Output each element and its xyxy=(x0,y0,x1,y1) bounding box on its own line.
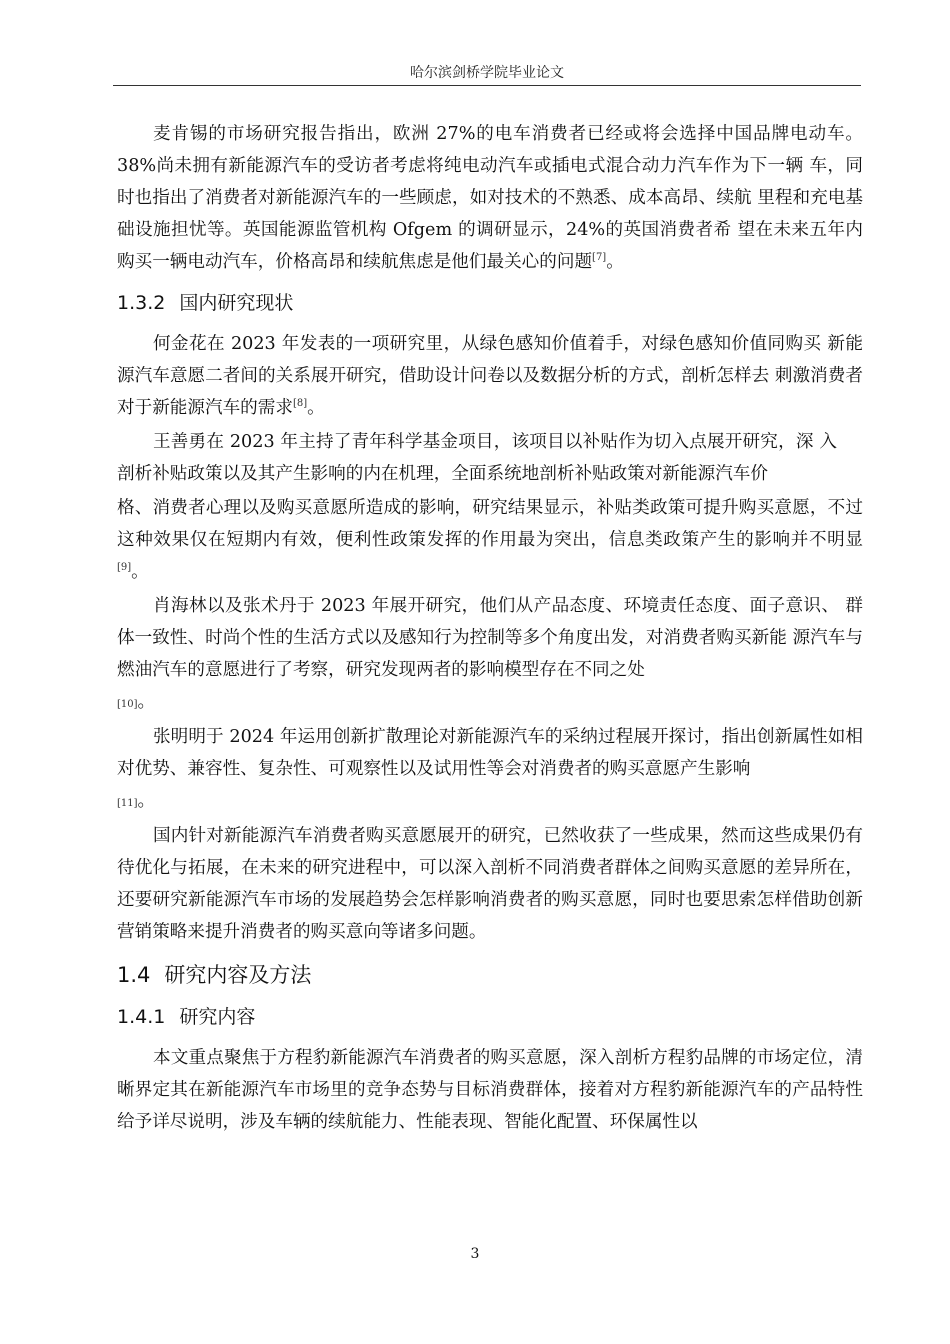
page-number: 3 xyxy=(470,1246,480,1262)
section-number: 1.4.1 xyxy=(117,1006,166,1028)
paragraph-end: 。 xyxy=(131,562,149,582)
paragraph-wang-shanyong-part2 xyxy=(117,492,863,588)
section-number: 1.4 xyxy=(117,963,151,987)
paragraph-zhang-mingming xyxy=(117,721,863,818)
citation[interactable]: [9] xyxy=(117,562,132,573)
section-heading-1-3-2 xyxy=(117,288,863,318)
paragraph-end: 。 xyxy=(137,791,156,811)
paragraph-text: 何金花在 2023 年发表的一项研究里，从绿色感知价值着手，对绿色感知价值同购买 新能源汽车意愿二者间的关系展开研究，借助设计问卷以及数据分析的方式，剖析怎样去 刺激消费者对于新能源汽车的需求 xyxy=(117,334,863,418)
section-title: 研究内容 xyxy=(179,1006,256,1028)
paragraph-mckinsey xyxy=(117,118,863,278)
running-header: 哈尔滨剑桥学院毕业论文 xyxy=(410,65,564,81)
paragraph-end: 。 xyxy=(606,252,624,272)
section-title: 研究内容及方法 xyxy=(164,963,312,987)
paragraph-end: 。 xyxy=(137,692,156,712)
section-heading-1-4 xyxy=(117,960,863,990)
document-body xyxy=(117,118,863,1140)
paragraph-xiao-hailin xyxy=(117,590,863,719)
citation[interactable]: [7] xyxy=(592,252,607,263)
section-number: 1.3.2 xyxy=(117,292,166,314)
paragraph-he-jinhua xyxy=(117,328,863,424)
paragraph-text: 麦肯锡的市场研究报告指出，欧洲 27%的电车消费者已经或将会选择中国品牌电动车。 38%尚未拥有新能源汽车的受访者考虑将纯电动汽车或插电式混合动力汽车作为下一辆 车，同时也指出了消费者对新能源汽车的一些顾虑，如对技术的不熟悉、成本高昂、续航 里程和充电基础设施担忧等。英国能源监管机构 Ofgem 的调研显示，24%的英国消费者希 望在未来五年内购买一辆电动汽车，价格高昂和续航焦虑是他们最关心的问题 xyxy=(117,124,863,272)
paragraph-research-content: 本文重点聚焦于方程豹新能源汽车消费者的购买意愿，深入剖析方程豹品牌的市场定位，清晰界定其在新能源汽车市场里的竞争态势与目标消费群体，接着对方程豹新能源汽车的产品特性给予详尽说明，涉及车辆的续航能力、性能表现、智能化配置、环保属性以 xyxy=(117,1048,863,1132)
paragraph-text: 张明明于 2024 年运用创新扩散理论对新能源汽车的采纳过程展开探讨，指出创新属性如相对优势、兼容性、复杂性、可观察性以及试用性等会对消费者的购买意愿产生影响 xyxy=(117,727,863,779)
citation[interactable]: [10] xyxy=(117,699,138,710)
section-heading-1-4-1 xyxy=(117,1002,863,1032)
citation[interactable]: [11] xyxy=(117,798,138,809)
citation[interactable]: [8] xyxy=(292,398,308,409)
paragraph-wang-shanyong-part1: 王善勇在 2023 年主持了青年科学基金项目，该项目以补贴作为切入点展开研究，深 入剖析补贴政策以及其产生影响的内在机理，全面系统地剖析补贴政策对新能源汽车价 xyxy=(117,432,837,484)
paragraph-end: 。 xyxy=(307,398,325,418)
paragraph-domestic-summary: 国内针对新能源汽车消费者购买意愿展开的研究，已然收获了一些成果，然而这些成果仍有待优化与拓展，在未来的研究进程中，可以深入剖析不同消费者群体之间购买意愿的差异所在，还要研究新能源汽车市场的发展趋势会怎样影响消费者的购买意愿，同时也要思索怎样借助创新营销策略来提升消费者的购买意向等诸多问题。 xyxy=(117,826,863,942)
header-rule xyxy=(113,85,861,86)
paragraph-text: 格、消费者心理以及购买意愿所造成的影响，研究结果显示，补贴类政策可提升购买意愿，不过这种效果仅在短期内有效，便利性政策发挥的作用最为突出，信息类政策产生的影响并不明显 xyxy=(117,498,863,550)
paragraph-text: 肖海林以及张术丹于 2023 年展开研究，他们从产品态度、环境责任态度、面子意识、 群体一致性、时尚个性的生活方式以及感知行为控制等多个角度出发，对消费者购买新能 源汽车与燃油汽车的意愿进行了考察，研究发现两者的影响模型存在不同之处 xyxy=(117,596,863,680)
section-title: 国内研究现状 xyxy=(179,292,294,314)
